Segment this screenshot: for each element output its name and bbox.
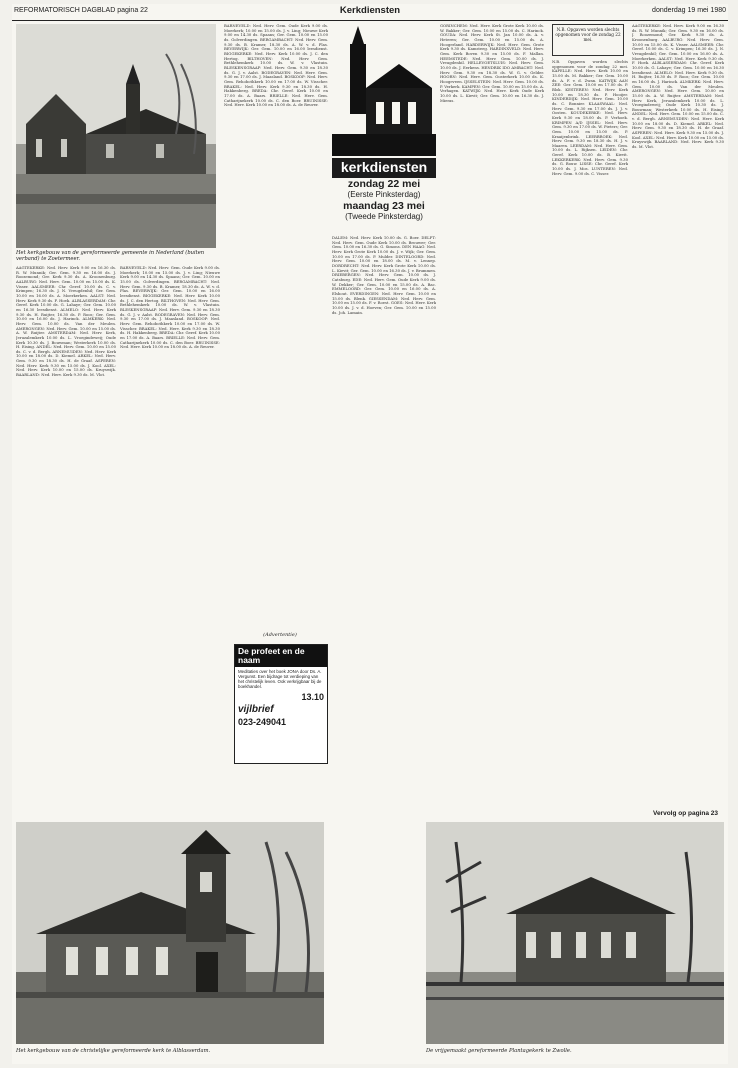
newspaper-page — [12, 4, 728, 1064]
listing-column-2 — [224, 24, 328, 629]
listing-column-1 — [16, 266, 116, 814]
ad-publisher-logo: vijlbrief — [238, 704, 274, 715]
listing-column-1b — [120, 266, 220, 814]
church-photo-2 — [16, 822, 324, 1044]
ad-headline: De profeet en de naam — [235, 645, 327, 667]
caption-photo-3: De vrijgemaakt gereformeerde Plantagekerk te Zwolle. — [426, 1048, 572, 1054]
church-photo-3 — [426, 822, 724, 1044]
listing-text-3: DALEM: Ned. Herv. Kerk 10.00 ds. G. Boer. DELFT: Ned. Herv. Gem. Oude Kerk 10.00 ds. Brouwer; Ger. Gem. 10.00 en 16.30 ds. G. Simons. DEN HAAG: Ned. Herv. Kerk Grote Kerk 10.00 ds. J. v. Wijk; Ger. Gem. 10.00 en 17.00 ds. P. Mulder. DINTELOORD: Ned. Herv. Gem. 10.00 en 18.00 ds. M. v. Lennep. DORDRECHT: Ned. Herv. Kerk Grote Kerk 10.00 ds. L. Kievit; Ger. Gem. 10.00 en 16.30 ds. J. v. Brummen. DRIEBERGEN: Ned. Herv. Gem. 10.00 ds. J. Catsburg. EDE: Ned. Herv. Gem. Oude Kerk 9.00 ds. W. Dekker; Ger. Gem. 10.00 en 15.00 ds. A. Bac. EMMELOORD: Ger. Gem. 10.00 en 16.00 ds. A. Elshout. EVERDINGEN: Ned. Herv. Gem. 10.00 en 15.00 ds. Blenk. GIESSENDAM: Ned. Herv. Gem. 10.00 en 15.00 ds. F. v. Roest. GOES: Ned. Herv. Kerk 10.00 ds. J. v. d. Hoeven; Ger. Gem. 10.00 en 15.00 ds. Joh. Lamain. — [332, 236, 436, 315]
ad-price: 13.10 — [301, 692, 324, 702]
section-title: Kerkdiensten — [339, 5, 401, 16]
continued-note: Vervolg op pagina 23 — [652, 810, 718, 817]
church-photo-1 — [16, 24, 216, 248]
paper-name: REFORMATORISCH DAGBLAD pagina 22 — [14, 7, 148, 14]
banner-sub-1: (Eerste Pinksterdag) — [347, 190, 421, 199]
listing-text-1b: BARNEVELD: Ned. Herv. Gem. Oude Kerk 9.00 ds. Moerkerk; 10.00 en 15.00 ds. J. v. Ling; Nieuwe Kerk 9.00 en 14.30 ds. Spaans; Ger. Gem. 10.00 en 15.00 ds. Golverdingen. BERGAMBACHT: Ned. Herv. Gem. 9.30 ds. B. Kramer, 18.30 ds. A. W. v. d. Plas. BEVERWIJK: Ger. Gem. 10.00 en 16.00 leesdienst. BIGGEKERKE: Ned. Herv. Kerk 10.00 ds. J. C. den Hertog. BILTHOVEN: Ned. Herv. Gem. Bethlehemkerk 10.00 ds. W. v. Vlastuin. BLESKENSGRAAF: Ned. Herv. Gem. 9.30 en 18.30 ds. G. J. v. Aalst. BODEGRAVEN: Ned. Herv. Gem. 9.30 en 17.00 ds. J. Maasland. BOSKOOP: Ned. Herv. Gem. Rehobothkerk 10.00 en 17.00 ds. W. Visscher. BRAKEL: Ned. Herv. Kerk 9.30 en 18.30 ds. H. Hakkenberg. BREDA: Chr. Geref. Kerk 10.00 en 17.00 ds. A. Baars. BRIELLE: Ned. Herv. Gem. Catharijnekerk 10.00 ds. C. den Boer. BRUINISSE: Ned. Herv. Kerk 10.00 en 18.00 ds. A. de Reuver. — [120, 266, 220, 350]
book-advertisement — [234, 644, 328, 764]
page-header — [12, 4, 728, 21]
listing-text-5: N.B. Opgaven worden slechts opgenomen voor de zondag 22 mei. KAPELLE: Ned. Herv. Kerk 10.00 en 15.00 ds. M. Bakker; Ger. Gem. 10.00 ds. A. F. v. d. Zwan. KATWIJK AAN ZEE: Ger. Gem. 10.00 en 17.00 ds. P. Blok. KESTEREN: Ned. Herv. Kerk 10.00 en 18.30 ds. P. Hooijer. KINDERDIJK: Ned. Herv. Gem. 10.00 ds. C. Bonnier. KLAASWAAL: Ned. Herv. Gem. 9.30 en 17.00 ds. J. J. v. Oosten. KOUDEKERKE: Ned. Herv. Kerk 9.30 en 18.00 ds. P. Verhoek. KRIMPEN A/D IJSSEL: Ned. Herv. Gem. 9.30 en 17.00 ds. W. Pieters; Ger. Gem. 10.00 en 15.00 ds. P. Kraaijenbrink. LEERBROEK: Ned. Herv. Gem. 9.30 en 18.30 ds. H. J. v. Maaren. LEERDAM: Ned. Herv. Gem. 10.00 ds. L. Rijksen. LEIDEN: Chr. Geref. Kerk 10.00 ds. B. Kievit. LEKKERKERK: Ned. Herv. Gem. 9.30 ds. G. Bouw. LISSE: Chr. Geref. Kerk 10.00 ds. J. Mos. LUNTEREN: Ned. Herv. Gem. 9.00 ds. C. Visser. — [552, 60, 628, 176]
listing-column-4 — [440, 24, 544, 814]
ad-body: Meditaties over het boek JONA door Ds. A. Vergunst. Een bijdrage tot verdieping van het christelijk leven. Ook verkrijgbaar bij de boekhandel. — [238, 669, 322, 689]
issue-date: donderdag 19 mei 1980 — [652, 7, 726, 14]
listing-column-5 — [552, 60, 628, 810]
listing-column-3 — [332, 236, 436, 814]
listing-text-1: AAGTEKERKE: Ned. Herv. Kerk 9.00 en 16.30 ds. R. W. Munnik; Ger. Gem. 9.30 en 16.00 ds. J. Roozemond; Ger. Kerk 9.30 ds. A. Kroonenburg. AALBURG: Ned. Herv. Gem. 10.00 en 15.00 ds. K. Visser. AALSMEER: Chr. Geref. 10.00 ds. C. v. Krimpen; 16.30 ds. J. N. Vreugdenhil; Ger. Gem. 10.00 en 16.00 ds. A. Moerkerken. AALST: Ned. Herv. Kerk 9.30 ds. F. Hoek. ALBLASSERDAM: Chr. Geref. Kerk 10.00 ds. G. Lahaye; Ger. Gem. 10.00 en 16.30 leesdienst. ALMELO: Ned. Herv. Kerk 9.30 ds. H. Ruijter, 16.30 ds. P. Roos; Ger. Gem. 10.00 en 16.00 ds. J. Harinck. ALMKERK: Ned. Herv. Gem. 10.00 ds. Van der Meulen. AMERONGEN: Ned. Herv. Gem. 10.00 en 15.00 ds. A. W. Ruijter. AMSTERDAM: Ned. Herv. Kerk, Jeruzalemkerk 10.00 ds. L. Vroegindeweij; Oude Kerk 10.30 ds. J. Bouwman; Westerkerk 10.00 ds. H. Eising. ANDEL: Ned. Herv. Gem. 10.00 en 15.00 ds. C. v. d. Bergh. ARNEMUIDEN: Ned. Herv. Kerk 10.00 en 18.00 ds. D. Kiemel. ARKEL: Ned. Herv. Gem. 9.30 en 18.30 ds. H. de Graaf. ASPEREN: Ned. Herv. Kerk 9.30 en 15.00 ds. J. Kool. AXEL: Ned. Herv. Kerk 10.00 en 15.00 ds. Kruyswijk. BAARLAND: Ned. Herv. Kerk 9.30 ds. M. Vlot. — [16, 266, 116, 378]
banner-sub-2: (Tweede Pinksterdag) — [345, 211, 423, 221]
banner-date-1: zondag 22 mei — [347, 178, 421, 190]
listing-column-6 — [632, 24, 724, 808]
church-banner-graphic — [332, 24, 436, 156]
listing-text-2: BARNEVELD: Ned. Herv. Gem. Oude Kerk 9.00 ds. Moerkerk; 10.00 en 15.00 ds. J. v. Ling; Nieuwe Kerk 9.00 en 14.30 ds. Spaans; Ger. Gem. 10.00 en 15.00 ds. Golverdingen. BERGAMBACHT: Ned. Herv. Gem. 9.30 ds. B. Kramer, 18.30 ds. A. W. v. d. Plas. BEVERWIJK: Ger. Gem. 10.00 en 16.00 leesdienst. BIGGEKERKE: Ned. Herv. Kerk 10.00 ds. J. C. den Hertog. BILTHOVEN: Ned. Herv. Gem. Bethlehemkerk 10.00 ds. W. v. Vlastuin. BLESKENSGRAAF: Ned. Herv. Gem. 9.30 en 18.30 ds. G. J. v. Aalst. BODEGRAVEN: Ned. Herv. Gem. 9.30 en 17.00 ds. J. Maasland. BOSKOOP: Ned. Herv. Gem. Rehobothkerk 10.00 en 17.00 ds. W. Visscher. BRAKEL: Ned. Herv. Kerk 9.30 en 18.30 ds. H. Hakkenberg. BREDA: Chr. Geref. Kerk 10.00 en 17.00 ds. A. Baars. BRIELLE: Ned. Herv. Gem. Catharijnekerk 10.00 ds. C. den Boer. BRUINISSE: Ned. Herv. Kerk 10.00 en 18.00 ds. A. de Reuver. — [224, 24, 328, 108]
ad-phone: 023-249041 — [238, 717, 287, 727]
ad-label: (Advertentie) — [263, 632, 297, 638]
banner-title: kerkdiensten — [332, 158, 436, 178]
listing-text-6: AAGTEKERKE: Ned. Herv. Kerk 9.00 en 16.30 ds. R. W. Munnik; Ger. Gem. 9.30 en 16.00 ds. J. Roozemond; Ger. Kerk 9.30 ds. A. Kroonenburg. AALBURG: Ned. Herv. Gem. 10.00 en 15.00 ds. K. Visser. AALSMEER: Chr. Geref. 10.00 ds. C. v. Krimpen; 16.30 ds. J. N. Vreugdenhil; Ger. Gem. 10.00 en 16.00 ds. A. Moerkerken. AALST: Ned. Herv. Kerk 9.30 ds. F. Hoek. ALBLASSERDAM: Chr. Geref. Kerk 10.00 ds. G. Lahaye; Ger. Gem. 10.00 en 16.30 leesdienst. ALMELO: Ned. Herv. Kerk 9.30 ds. H. Ruijter, 16.30 ds. P. Roos; Ger. Gem. 10.00 en 16.00 ds. J. Harinck. ALMKERK: Ned. Herv. Gem. 10.00 ds. Van der Meulen. AMERONGEN: Ned. Herv. Gem. 10.00 en 15.00 ds. A. W. Ruijter. AMSTERDAM: Ned. Herv. Kerk, Jeruzalemkerk 10.00 ds. L. Vroegindeweij; Oude Kerk 10.30 ds. J. Bouwman; Westerkerk 10.00 ds. H. Eising. ANDEL: Ned. Herv. Gem. 10.00 en 15.00 ds. C. v. d. Bergh. ARNEMUIDEN: Ned. Herv. Kerk 10.00 en 18.00 ds. D. Kiemel. ARKEL: Ned. Herv. Gem. 9.30 en 18.30 ds. H. de Graaf. ASPEREN: Ned. Herv. Kerk 9.30 en 15.00 ds. J. Kool. AXEL: Ned. Herv. Kerk 10.00 en 15.00 ds. Kruyswijk. BAARLAND: Ned. Herv. Kerk 9.30 ds. M. Vlot. — [632, 24, 724, 150]
banner-title-block — [332, 158, 436, 221]
listing-text-4: GORINCHEM: Ned. Herv. Kerk Grote Kerk 10.00 ds. W. Bakker; Ger. Gem. 10.00 en 15.00 ds. C. Harinck. GOUDA: Ned. Herv. Kerk St. Jan 10.00 ds. A. v. Heteren; Ger. Gem. 10.00 en 15.00 ds. A. Hoogerland. HARDERWIJK: Ned. Herv. Gem. Grote Kerk 9.30 ds. Kamsteeg. HARDINXVELD: Ned. Herv. Gem. Kerk Boven 9.30 en 15.00 ds. F. Mallan. HEEMSTEDE: Ned. Herv. Gem. 10.00 ds. J. Vreugdenhil. HELLEVOETSLUIS: Ned. Herv. Gem. 10.00 ds. J. Eerkens. HENDRIK IDO AMBACHT: Ned. Herv. Gem. 9.30 en 18.30 ds. W. G. v. Gelder. HOORN: Ned. Herv. Gem. Oosterkerk 10.00 ds. K. Hoogeveen. IJSSELSTEIN: Ned. Herv. Gem. 10.00 ds. P. Verkerk. KAMPEN: Ger. Gem. 10.00 en 15.00 ds. A. Verhagen. KATWIJK: Ned. Herv. Kerk Oude Kerk 10.00 ds. L. Kievit; Ger. Gem. 10.00 en 16.30 ds. J. Mieras. — [440, 24, 544, 103]
notice-box: N.B. Opgaven worden slechts opgenomen voor de zondag 22 mei. — [552, 24, 624, 56]
banner-date-2: maandag 23 mei — [343, 199, 425, 212]
caption-photo-1: Het kerkgebouw van de gereformeerde gemeente in Nederland (buiten verband) te Zoetermeer. — [16, 250, 205, 262]
caption-photo-2: Het kerkgebouw van de christelijke gereformeerde kerk te Alblasserdam. — [16, 1048, 211, 1054]
